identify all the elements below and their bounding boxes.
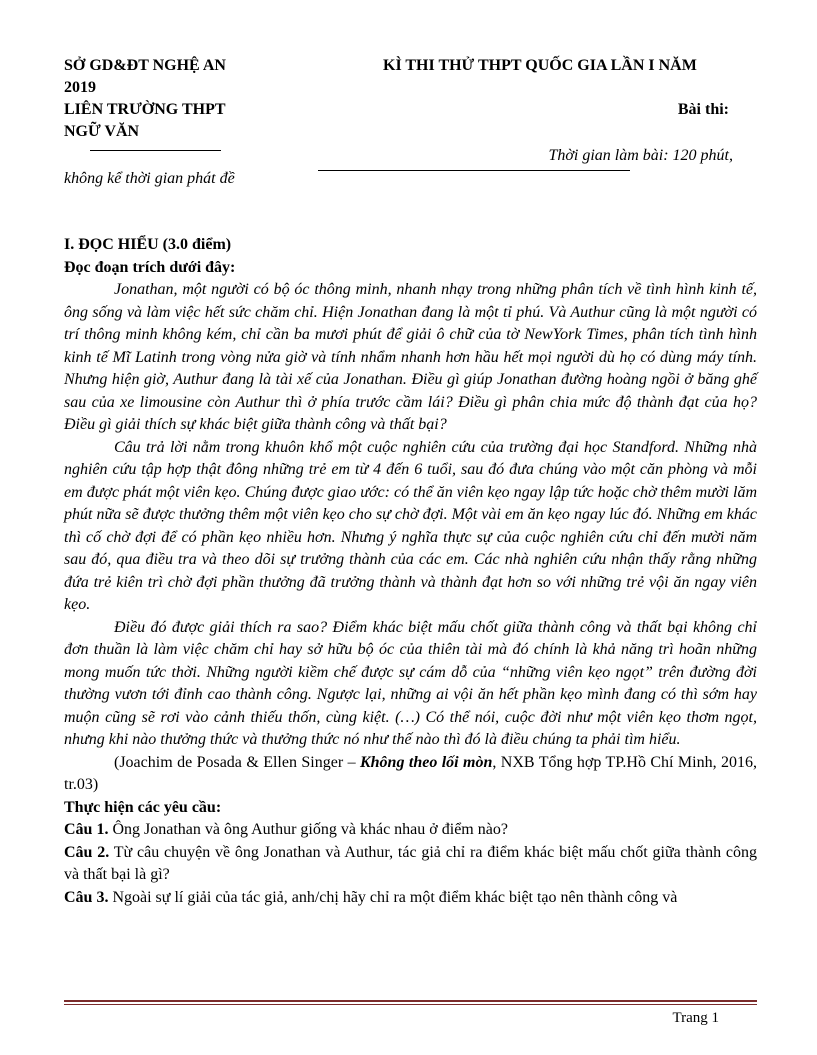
question-2-text: Từ câu chuyện về ông Jonathan và Authur, tác giả chỉ ra điểm khác biệt mấu chốt giữa thành công và thất bại là gì?: [64, 843, 758, 883]
header-rule-left: [90, 150, 221, 151]
school-group: LIÊN TRƯỜNG THPT: [64, 101, 226, 118]
passage-paragraph-2: Câu trả lời nằm trong khuôn khổ một cuộc nghiên cứu của trường đại học Standford. Những nhà nghiên cứu tập hợp thật đông những trẻ em từ 4 đến 6 tuổi, sau đó đưa chúng vào một căn phòng và mỗi em được phát một viên kẹo. Chúng được giao ước: có thể ăn viên kẹo ngay lập tức hoặc chờ thêm mười lăm phút nữa sẽ được thưởng thêm một viên kẹo cho sự chờ đợi. Một vài em ăn kẹo ngay lúc đó. Những em khác thì cố chờ đợi để có phần kẹo nhiều hơn. Nhưng ý nghĩa thực sự của cuộc nghiên cứu chỉ đến mười năm sau đó, qua điều tra và theo dõi sự trưởng thành của các em. Các nhà nghiên cứu nhận thấy rằng những đứa trẻ kiên trì chờ đợi phần thưởng đã trưởng thành và thành đạt hơn so với những trẻ vội ăn ngay viên kẹo.: [64, 438, 757, 613]
passage-source: [64, 752, 757, 797]
exam-content: [64, 234, 757, 909]
section-title: I. ĐỌC HIỂU (3.0 điểm): [64, 236, 232, 253]
footer-rule-thick: [64, 1000, 757, 1002]
department-name: SỞ GD&ĐT NGHỆ AN: [64, 57, 226, 74]
exam-title: KÌ THI THỬ THPT QUỐC GIA LẦN I NĂM: [383, 57, 697, 74]
question-3-text: Ngoài sự lí giải của tác giả, anh/chị hãy chỉ ra một điểm khác biệt tạo nên thành công và: [108, 888, 678, 906]
question-1: [64, 819, 757, 842]
question-3: [64, 887, 757, 910]
exam-subject: NGỮ VĂN: [64, 123, 140, 140]
exam-time-note: không kể thời gian phát đề: [64, 170, 235, 187]
question-2: [64, 842, 757, 887]
exam-time: Thời gian làm bài: 120 phút,: [548, 147, 733, 164]
header-rule-right: [318, 170, 630, 171]
source-publisher: , NXB Tổng hợp TP.Hồ Chí Minh, 2016, tr.03): [64, 753, 757, 793]
exam-year: 2019: [64, 79, 96, 96]
source-book-title: Không theo lối mòn: [359, 753, 493, 771]
footer-rule-thin: [64, 1004, 757, 1005]
passage-paragraph-1: Jonathan, một người có bộ óc thông minh, nhanh nhạy trong những phân tích về tình hình kinh tế, ông sống và làm việc hết sức chăm chỉ. Hiện Jonathan đang là một tỉ phú. Và Authur cũng là một người có trí thông minh không kém, chỉ cần ba mươi phút để giải ô chữ của tờ NewYork Times, phân tích tình hình kinh tế Mĩ Latinh trong vòng nửa giờ và tính nhẩm nhanh hơn hầu hết mọi người dù họ có dùng máy tính. Nhưng hiện giờ, Authur đang là tài xế của Jonathan. Điều gì giúp Jonathan đường hoàng ngồi ở băng ghế sau của xe limousine còn Authur thì ở phía trước cầm lái? Điều gì phân chia mức độ thành đạt của họ? Điều gì giải thích sự khác biệt giữa thành công và thất bại?: [64, 281, 757, 433]
question-1-label: Câu 1.: [64, 821, 109, 838]
question-1-text: Ông Jonathan và ông Authur giống và khác nhau ở điểm nào?: [108, 821, 508, 838]
question-3-label: Câu 3.: [64, 888, 109, 906]
exam-subject-label: Bài thi:: [677, 101, 729, 118]
source-open: (Joachim de Posada & Ellen Singer –: [114, 753, 360, 771]
question-2-label: Câu 2.: [64, 843, 110, 861]
page-number: Trang 1: [672, 1010, 719, 1026]
reading-instruction: Đọc đoạn trích dưới đây:: [64, 258, 236, 276]
passage-paragraph-3: Điều đó được giải thích ra sao? Điểm khác biệt mấu chốt giữa thành công và thất bại không chỉ đơn thuần là làm việc chăm chỉ hay sở hữu bộ óc của thiên tài mà đó chính là khả năng trì hoãn những mong muốn tức thời. Những người kiềm chế được sự cám dỗ của “những viên kẹo ngọt” trên đường đời thường vươn tới đỉnh cao thành công. Ngược lại, những ai vội ăn hết phần kẹo mình đang có thì sớm hay muộn cũng sẽ rơi vào cảnh thiếu thốn, cùng kiệt. (…) Có thể nói, cuộc đời như một viên kẹo thơm ngọt, nhưng khi nào thưởng thức và thưởng thức nó như thế nào thì đó là điều chúng ta phải tìm hiểu.: [64, 618, 757, 748]
tasks-title: Thực hiện các yêu cầu:: [64, 798, 222, 816]
